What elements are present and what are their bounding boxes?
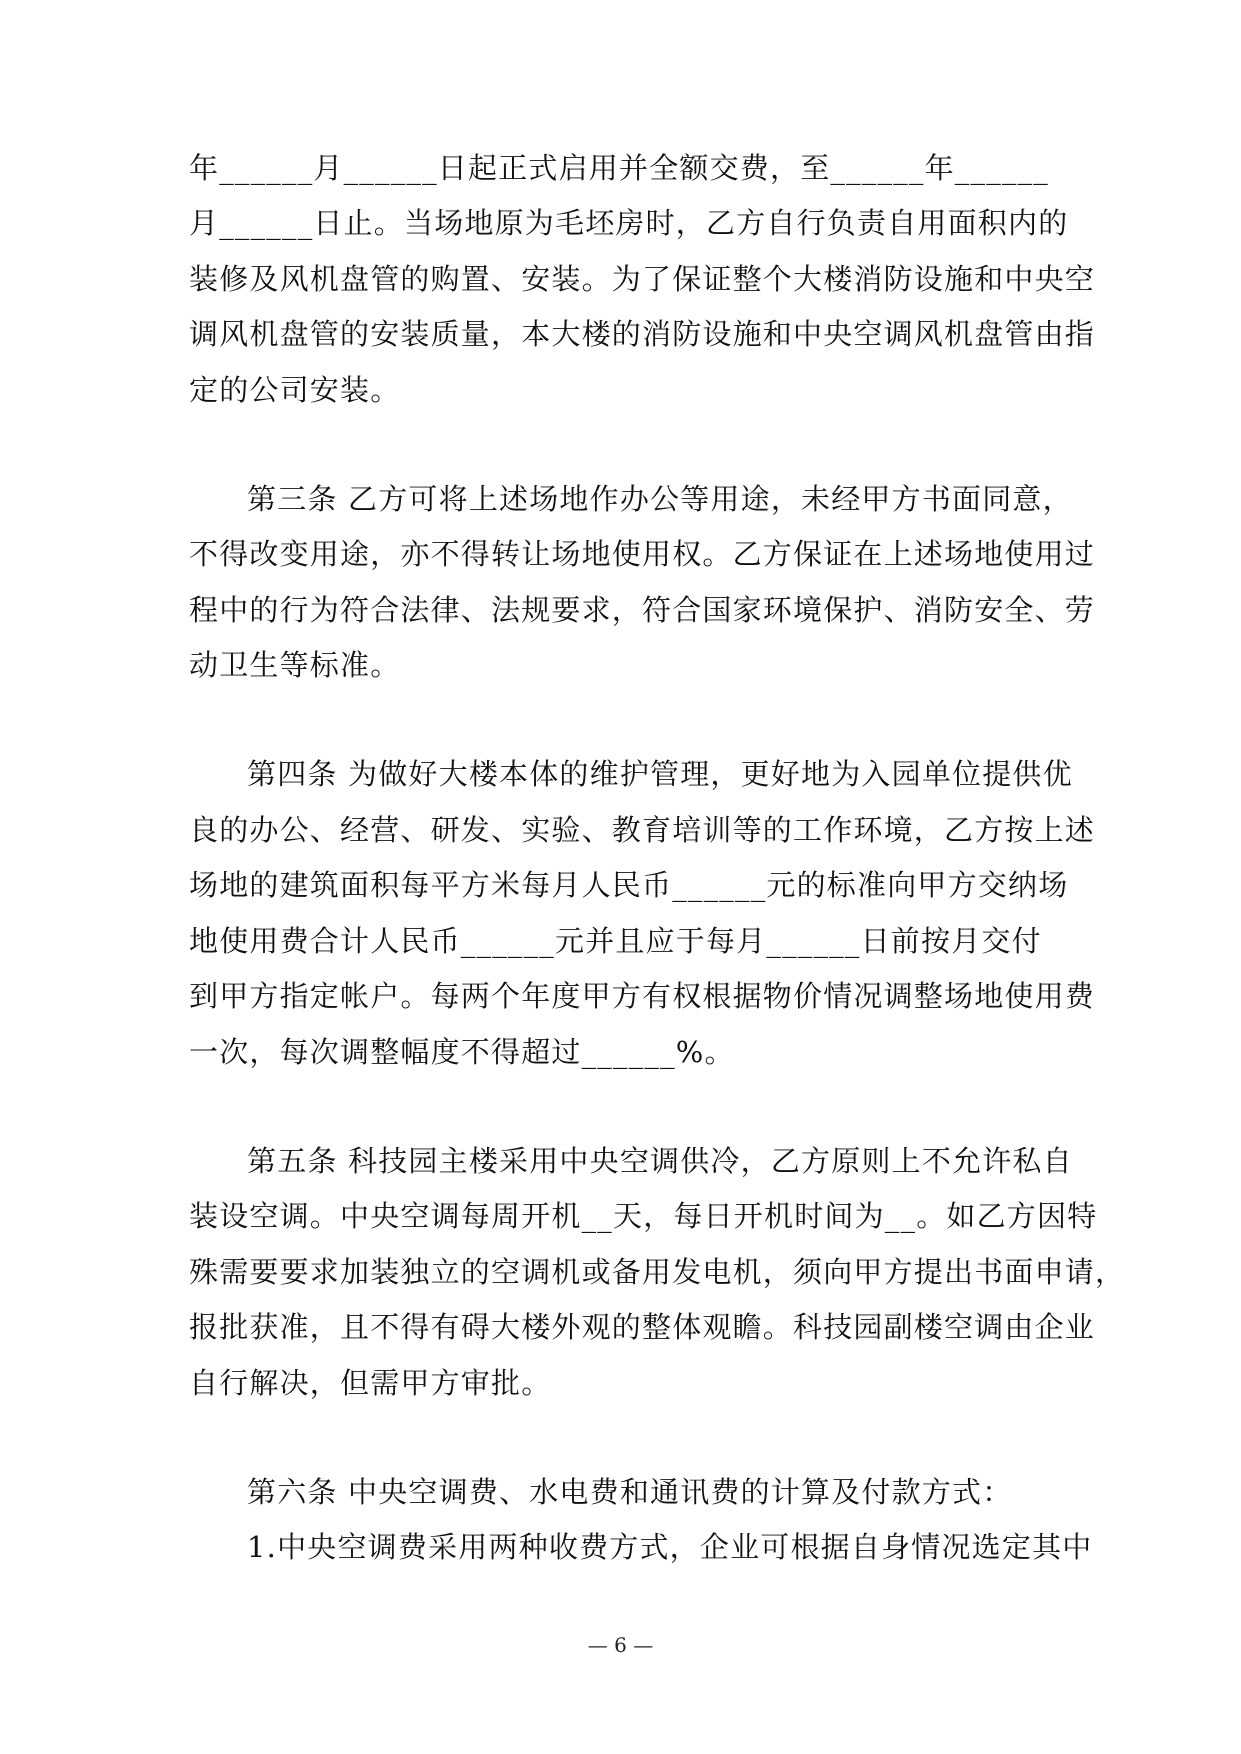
text-line: 报批获准，且不得有碍大楼外观的整体观瞻。科技园副楼空调由企业 [189,1310,1096,1344]
text-line: 定的公司安装。 [189,373,401,407]
text-line: 一次，每次调整幅度不得超过______%。 [189,1035,735,1069]
text-line: 地使用费合计人民币______元并且应于每月______日前按月交付 [189,924,1042,958]
text-line: 装修及风机盘管的购置、安装。为了保证整个大楼消防设施和中央空 [189,262,1096,296]
text-line: 到甲方指定帐户。每两个年度甲方有权根据物价情况调整场地使用费 [189,979,1096,1013]
text-line: 自行解决，但需甲方审批。 [189,1366,552,1400]
text-line: 月______日止。当场地原为毛坯房时，乙方自行负责自用面积内的 [189,206,1069,240]
text-line: 调风机盘管的安装质量，本大楼的消防设施和中央空调风机盘管由指 [189,317,1096,351]
text-line: 不得改变用途，亦不得转让场地使用权。乙方保证在上述场地使用过 [189,537,1096,571]
article-4-heading-line: 第四条 为做好大楼本体的维护管理，更好地为入园单位提供优 [247,757,1073,791]
text-line: 动卫生等标准。 [189,648,401,682]
text-line: 场地的建筑面积每平方米每月人民币______元的标准向甲方交纳场 [189,868,1069,902]
article-3-heading-line: 第三条 乙方可将上述场地作办公等用途，未经甲方书面同意， [247,482,1073,516]
article-5-heading-line: 第五条 科技园主楼采用中央空调供冷，乙方原则上不允许私自 [247,1144,1073,1178]
text-line: 良的办公、经营、研发、实验、教育培训等的工作环境，乙方按上述 [189,813,1096,847]
page-number: — 6 — [587,1633,654,1657]
text-line: 程中的行为符合法律、法规要求，符合国家环境保护、消防安全、劳 [189,593,1096,627]
text-line: 殊需要要求加装独立的空调机或备用发电机，须向甲方提出书面申请， [189,1255,1126,1289]
text-line: 年______月______日起正式启用并全额交费，至______年______ [189,151,1050,185]
text-line: 装设空调。中央空调每周开机__天，每日开机时间为__。如乙方因特 [189,1199,1098,1233]
list-item: 1.中央空调费采用两种收费方式，企业可根据自身情况选定其中 [247,1530,1093,1564]
article-6-heading-line: 第六条 中央空调费、水电费和通讯费的计算及付款方式： [247,1475,1013,1509]
